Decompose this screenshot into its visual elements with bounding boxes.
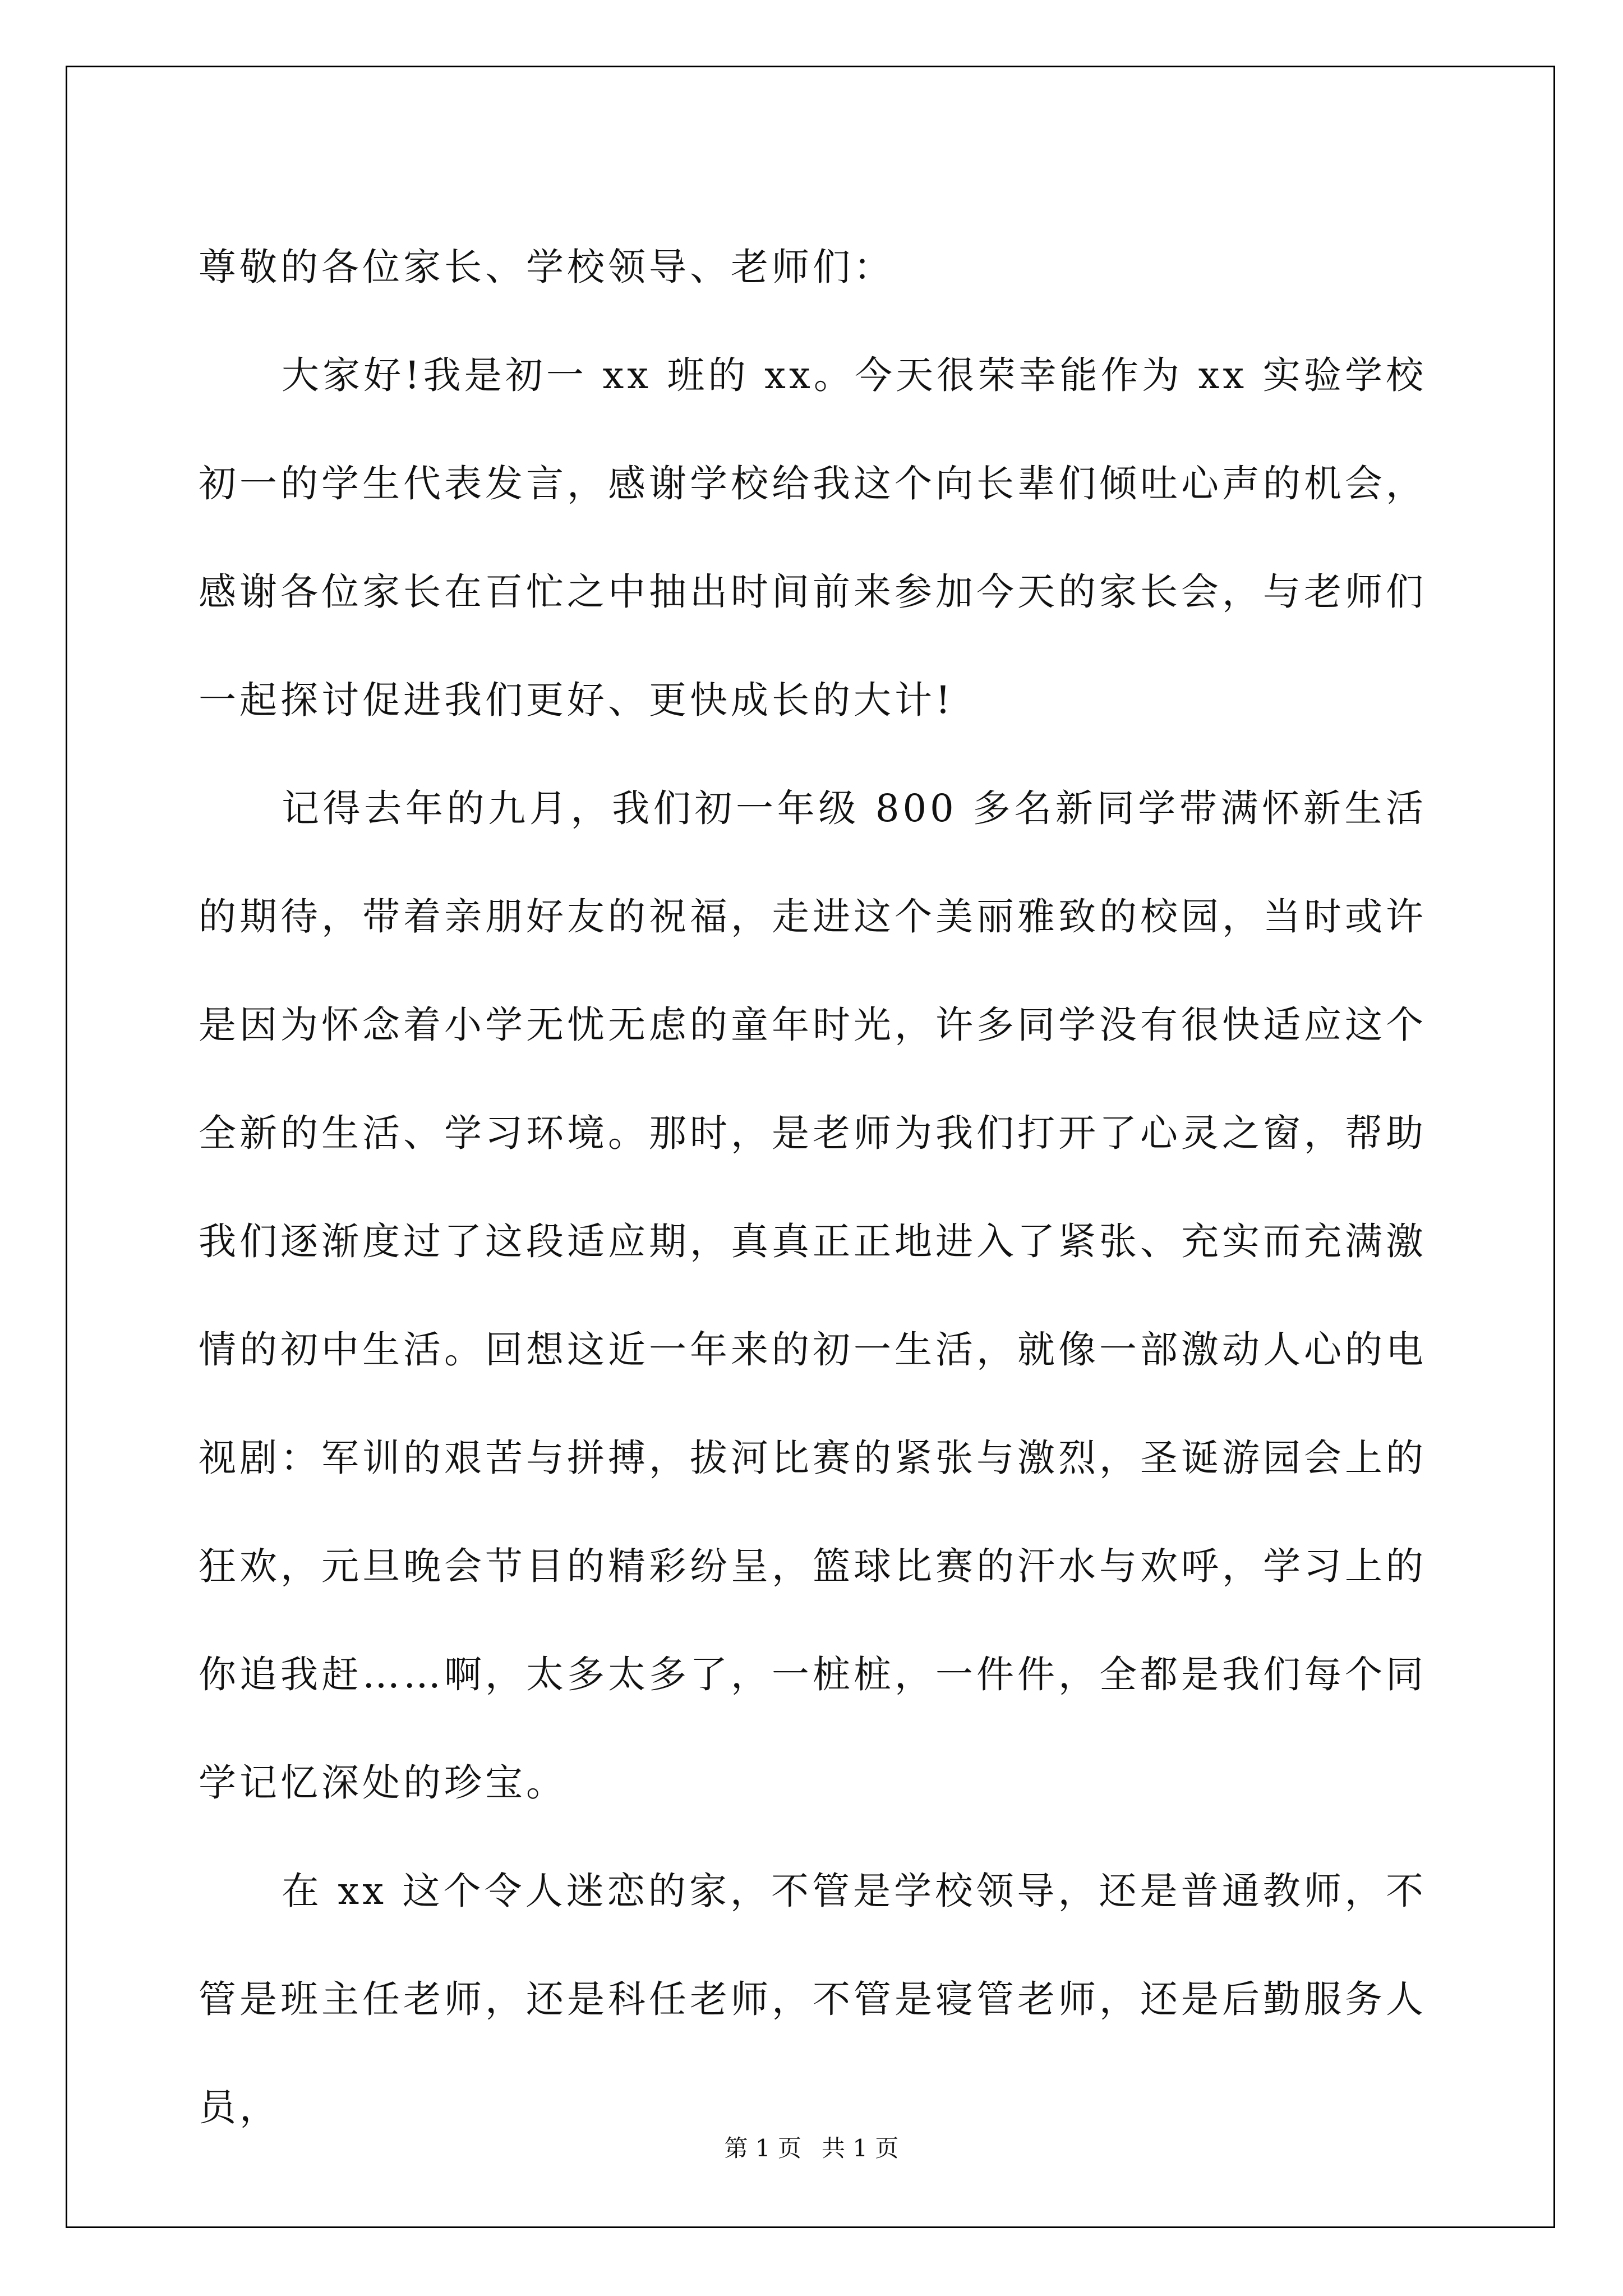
page-number: 第 1 页 (724, 2134, 801, 2162)
salutation: 尊敬的各位家长、学校领导、老师们： (199, 245, 895, 289)
paragraph-3: 在 xx 这个令人迷恋的家，不管是学校领导，还是普通教师，不管是班主任老师，还是科任老师，不管是寝管老师，还是后勤服务人员， (199, 1869, 1427, 2129)
paragraph-2: 记得去年的九月，我们初一年级 800 多名新同学带满怀新生活的期待，带着亲朋好友的祝福，走进这个美丽雅致的校园，当时或许是因为怀念着小学无忧无虑的童年时光，许多同学没有很快适应这个全新的生活、学习环境。那时，是老师为我们打开了心灵之窗，帮助我们逐渐度过了这段适应期，真真正正地进入了紧张、充实而充满激情的初中生活。回想这近一年来的初一生活，就像一部激动人心的电视剧：军训的艰苦与拼搏，拔河比赛的紧张与激烈，圣诞游园会上的狂欢，元旦晚会节目的精彩纷呈，篮球比赛的汗水与欢呼，学习上的你追我赶……啊，太多太多了，一桩桩，一件件，全都是我们每个同学记忆深处的珍宝。 (199, 786, 1427, 1805)
paragraph-1: 大家好!我是初一 xx 班的 xx。今天很荣幸能作为 xx 实验学校初一的学生代表发言，感谢学校给我这个向长辈们倾吐心声的机会，感谢各位家长在百忙之中抽出时间前来参加今天的家长会，与老师们一起探讨促进我们更好、更快成长的大计! (199, 353, 1427, 722)
page-total: 共 1 页 (822, 2134, 899, 2162)
page-footer (0, 2132, 1623, 2165)
document-body (199, 213, 1427, 2162)
